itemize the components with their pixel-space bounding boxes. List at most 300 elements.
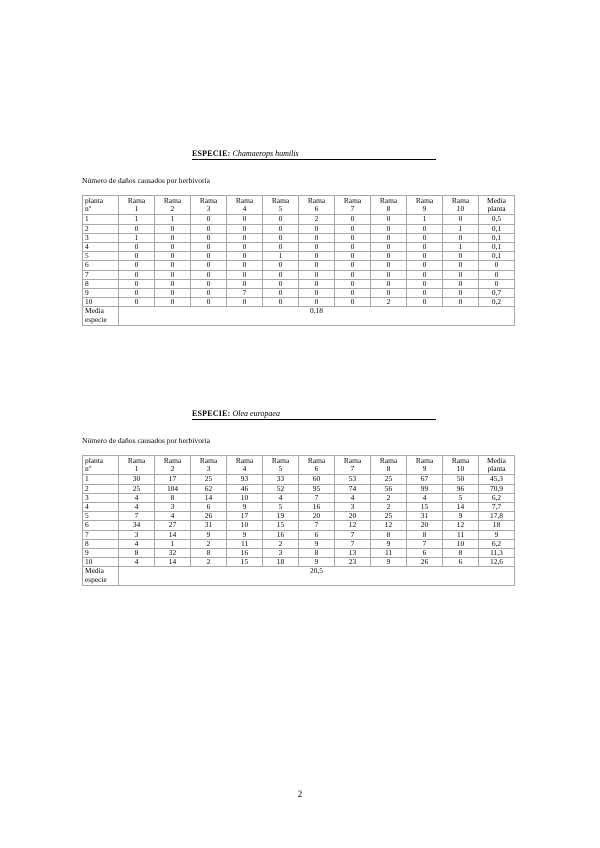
table-cell: 0: [119, 298, 155, 307]
table-cell: 2: [371, 298, 407, 307]
header-line: 9: [422, 204, 427, 214]
table-row: [83, 539, 515, 548]
table-row: [83, 243, 515, 252]
table-cell: 5: [443, 493, 479, 502]
table-cell: 6: [299, 530, 335, 539]
header-line: planta: [487, 204, 506, 214]
table-cell: 46: [227, 484, 263, 493]
table-cell: 0: [335, 289, 371, 298]
plant-number-cell: 6: [83, 261, 119, 270]
table-cell: 2: [299, 215, 335, 224]
plant-number-cell: 2: [83, 224, 119, 233]
table-cell: 0: [227, 261, 263, 270]
header-line: Rama: [163, 456, 182, 465]
table-cell: 0: [191, 261, 227, 270]
header-line: Rama: [235, 456, 254, 465]
table-cell: 50: [443, 475, 479, 484]
table-row: [83, 549, 515, 558]
table-cell: 0: [263, 215, 299, 224]
table-cell: 0: [443, 215, 479, 224]
table-cell: 60: [299, 475, 335, 484]
table-cell: 0: [227, 243, 263, 252]
table-cell: 2: [371, 503, 407, 512]
table-cell: 0: [155, 233, 191, 242]
header-line: 10: [456, 204, 465, 214]
table-cell: 7: [299, 521, 335, 530]
table-cell: 0: [371, 252, 407, 261]
table-cell: 74: [335, 484, 371, 493]
table-cell: 1: [443, 224, 479, 233]
plant-number-cell: 10: [83, 298, 119, 307]
table-cell: 16: [299, 503, 335, 512]
table-cell: 0: [263, 270, 299, 279]
header-line: nº: [85, 464, 91, 474]
header-line: 4: [242, 204, 247, 214]
table-cell: 17: [155, 475, 191, 484]
table-cell: 70,9: [479, 484, 515, 493]
table-cell: 12: [443, 521, 479, 530]
table-cell: 0: [227, 270, 263, 279]
table-cell: 0: [335, 215, 371, 224]
header-cell-rama: [119, 196, 155, 215]
table-cell: 25: [371, 512, 407, 521]
table-cell: 0: [335, 224, 371, 233]
table-cell: 0: [119, 261, 155, 270]
table-cell: 32: [155, 549, 191, 558]
header-line: Media: [487, 456, 506, 465]
plant-number-cell: 10: [83, 558, 119, 567]
header-cell-rama: [191, 196, 227, 215]
header-line: 2: [170, 204, 175, 214]
header-line: 7: [350, 464, 355, 474]
table-cell: 0: [263, 261, 299, 270]
table-cell: 16: [227, 549, 263, 558]
header-cell-media: [479, 196, 515, 215]
table-cell: 0: [263, 233, 299, 242]
table-cell: 0: [407, 261, 443, 270]
table-cell: 7,7: [479, 503, 515, 512]
plant-number-cell: 9: [83, 289, 119, 298]
table-cell: 0: [335, 233, 371, 242]
table-cell: 95: [299, 484, 335, 493]
table-cell: 4: [263, 493, 299, 502]
table-row: [83, 503, 515, 512]
table-cell: 0: [191, 252, 227, 261]
header-line: Rama: [379, 456, 398, 465]
table-cell: 0: [335, 261, 371, 270]
table-cell: 12,6: [479, 558, 515, 567]
header-row: [83, 196, 515, 215]
table-cell: 0: [191, 298, 227, 307]
table-row: [83, 484, 515, 493]
table-cell: 0: [119, 243, 155, 252]
species-title: [192, 149, 436, 160]
table-cell: 25: [191, 475, 227, 484]
table-cell: 0: [407, 252, 443, 261]
plant-number-cell: 6: [83, 521, 119, 530]
table-cell: 7: [335, 530, 371, 539]
table-cell: 0: [479, 261, 515, 270]
table-cell: 52: [263, 484, 299, 493]
table-cell: 5: [263, 503, 299, 512]
table-cell: 16: [263, 530, 299, 539]
header-cell-planta: [83, 196, 119, 215]
table-cell: 0: [191, 233, 227, 242]
table-cell: 0: [227, 279, 263, 288]
table-cell: 11: [371, 549, 407, 558]
table-cell: 10: [227, 521, 263, 530]
table-cell: 25: [119, 484, 155, 493]
table-cell: 0: [155, 279, 191, 288]
header-line: Rama: [451, 456, 470, 465]
table-cell: 0: [227, 224, 263, 233]
header-cell-rama: [407, 196, 443, 215]
table-cell: 0: [155, 224, 191, 233]
table-cell: 0: [155, 289, 191, 298]
plant-number-cell: 1: [83, 215, 119, 224]
table-cell: 11: [227, 539, 263, 548]
header-cell-media: [479, 456, 515, 475]
table-cell: 62: [191, 484, 227, 493]
table-row: [83, 475, 515, 484]
table-row: [83, 521, 515, 530]
table-cell: 31: [191, 521, 227, 530]
table-cell: 0: [119, 270, 155, 279]
table-cell: 3: [263, 549, 299, 558]
header-cell-rama: [299, 196, 335, 215]
header-line: 2: [170, 464, 175, 474]
table-cell: 3: [155, 503, 191, 512]
table-cell: 0: [407, 243, 443, 252]
table-cell: 4: [119, 503, 155, 512]
table-caption: Número de daños causados por herbivoría: [82, 176, 210, 185]
table-cell: 26: [191, 512, 227, 521]
table-cell: 18: [263, 558, 299, 567]
media-label-line: Media: [85, 566, 104, 576]
header-line: Rama: [379, 196, 398, 205]
header-line: 6: [314, 464, 319, 474]
table-cell: 4: [119, 539, 155, 548]
table-cell: 1: [407, 215, 443, 224]
species-name: Olea europaea: [232, 409, 280, 418]
header-line: 4: [242, 464, 247, 474]
header-cell-rama: [335, 196, 371, 215]
plant-number-cell: 1: [83, 475, 119, 484]
plant-number-cell: 5: [83, 512, 119, 521]
table-cell: 4: [407, 493, 443, 502]
table-cell: 18: [479, 521, 515, 530]
header-line: Rama: [199, 196, 218, 205]
header-line: 1: [134, 464, 139, 474]
header-line: Rama: [271, 456, 290, 465]
header-line: Rama: [127, 196, 146, 205]
table-cell: 0: [479, 270, 515, 279]
table-cell: 0: [299, 261, 335, 270]
table-cell: 12: [371, 521, 407, 530]
table-cell: 7: [335, 539, 371, 548]
table-cell: 0,1: [479, 243, 515, 252]
table-cell: 0: [191, 243, 227, 252]
table-cell: 9: [443, 512, 479, 521]
header-line: planta: [487, 464, 506, 474]
table-cell: 0: [155, 270, 191, 279]
header-line: Rama: [343, 196, 362, 205]
table-cell: 0: [227, 252, 263, 261]
table-cell: 9: [479, 530, 515, 539]
table-cell: 31: [407, 512, 443, 521]
table-cell: 9: [227, 503, 263, 512]
header-cell-rama: [263, 456, 299, 475]
table-cell: 9: [371, 539, 407, 548]
header-line: Media: [487, 196, 506, 205]
header-cell-rama: [371, 456, 407, 475]
table-cell: 0: [443, 279, 479, 288]
table-cell: 20: [335, 512, 371, 521]
header-line: 6: [314, 204, 319, 214]
table-cell: 23: [335, 558, 371, 567]
header-cell-rama: [227, 196, 263, 215]
header-line: Rama: [127, 456, 146, 465]
table-cell: 12: [335, 521, 371, 530]
table-cell: 2: [371, 493, 407, 502]
header-cell-rama: [335, 456, 371, 475]
table-cell: 2: [191, 558, 227, 567]
table-cell: 67: [407, 475, 443, 484]
media-row: [83, 307, 515, 325]
table-cell: 17,8: [479, 512, 515, 521]
table-cell: 0: [371, 289, 407, 298]
table-cell: 1: [119, 215, 155, 224]
table-cell: 3: [335, 503, 371, 512]
plant-number-cell: 5: [83, 252, 119, 261]
media-especie-value: 0,18: [119, 307, 515, 325]
header-cell-rama: [443, 196, 479, 215]
table-cell: 0: [299, 233, 335, 242]
table-cell: 26: [407, 558, 443, 567]
table-cell: 14: [155, 530, 191, 539]
table-cell: 7: [299, 493, 335, 502]
table-cell: 0: [299, 298, 335, 307]
table-cell: 0,1: [479, 233, 515, 242]
table-cell: 99: [407, 484, 443, 493]
table-cell: 0: [407, 298, 443, 307]
table-cell: 0,1: [479, 224, 515, 233]
table-cell: 0: [407, 279, 443, 288]
table-cell: 0: [299, 279, 335, 288]
media-label-line: Media: [85, 306, 104, 316]
table-caption: Número de daños causados por herbivoría: [82, 436, 210, 445]
header-cell-rama: [155, 456, 191, 475]
header-line: Rama: [163, 196, 182, 205]
table-cell: 4: [335, 493, 371, 502]
table-row: [83, 270, 515, 279]
table-cell: 10: [443, 539, 479, 548]
herbivory-table: [82, 195, 515, 326]
table-cell: 20: [407, 521, 443, 530]
header-line: 5: [278, 464, 283, 474]
table-cell: 0: [407, 224, 443, 233]
herbivory-table: [82, 455, 515, 586]
header-line: 3: [206, 204, 211, 214]
table-cell: 14: [155, 558, 191, 567]
table-cell: 17: [227, 512, 263, 521]
header-line: planta: [85, 196, 104, 205]
table-cell: 56: [371, 484, 407, 493]
table-cell: 15: [407, 503, 443, 512]
table-cell: 4: [155, 512, 191, 521]
table-cell: 4: [119, 493, 155, 502]
table-cell: 0: [479, 279, 515, 288]
table-cell: 1: [119, 233, 155, 242]
header-cell-rama: [227, 456, 263, 475]
header-line: 7: [350, 204, 355, 214]
header-cell-rama: [407, 456, 443, 475]
table-cell: 0: [443, 270, 479, 279]
table-cell: 0: [227, 298, 263, 307]
media-row: [83, 567, 515, 585]
table-cell: 0: [443, 298, 479, 307]
table-cell: 34: [119, 521, 155, 530]
header-line: Rama: [415, 456, 434, 465]
table-cell: 0: [191, 289, 227, 298]
plant-number-cell: 4: [83, 243, 119, 252]
table-cell: 0: [119, 224, 155, 233]
table-row: [83, 530, 515, 539]
header-line: Rama: [199, 456, 218, 465]
table-cell: 0: [263, 279, 299, 288]
table-cell: 104: [155, 484, 191, 493]
table-cell: 0: [443, 261, 479, 270]
header-cell-planta: [83, 456, 119, 475]
header-cell-rama: [155, 196, 191, 215]
table-row: [83, 279, 515, 288]
table-cell: 0: [191, 215, 227, 224]
table-cell: 0: [299, 289, 335, 298]
table-row: [83, 512, 515, 521]
table-cell: 1: [263, 252, 299, 261]
table-row: [83, 289, 515, 298]
table-cell: 11: [443, 530, 479, 539]
header-line: 10: [456, 464, 465, 474]
table-cell: 0: [227, 215, 263, 224]
table-cell: 4: [119, 558, 155, 567]
table-cell: 9: [191, 530, 227, 539]
table-cell: 0: [407, 270, 443, 279]
table-row: [83, 558, 515, 567]
table-row: [83, 298, 515, 307]
header-line: Rama: [451, 196, 470, 205]
header-line: 8: [386, 204, 391, 214]
table-cell: 6: [443, 558, 479, 567]
table-row: [83, 252, 515, 261]
page-number: 2: [297, 789, 303, 799]
header-line: 3: [206, 464, 211, 474]
header-line: planta: [85, 456, 104, 465]
table-cell: 0: [443, 252, 479, 261]
table-row: [83, 261, 515, 270]
table-cell: 8: [119, 549, 155, 558]
header-line: 9: [422, 464, 427, 474]
table-cell: 8: [155, 493, 191, 502]
table-cell: 9: [227, 530, 263, 539]
table-row: [83, 233, 515, 242]
species-label: ESPECIE:: [192, 409, 231, 418]
header-cell-rama: [263, 196, 299, 215]
table-cell: 20: [299, 512, 335, 521]
header-cell-rama: [299, 456, 335, 475]
table-cell: 0: [371, 215, 407, 224]
table-cell: 8: [299, 549, 335, 558]
plant-number-cell: 3: [83, 493, 119, 502]
table-cell: 15: [227, 558, 263, 567]
table-cell: 6,2: [479, 539, 515, 548]
header-line: Rama: [415, 196, 434, 205]
table-cell: 0: [371, 243, 407, 252]
table-cell: 0: [407, 289, 443, 298]
table-cell: 30: [119, 475, 155, 484]
table-cell: 9: [299, 558, 335, 567]
species-section-chamaerops: [82, 149, 514, 326]
table-cell: 7: [407, 539, 443, 548]
species-title: [192, 409, 436, 420]
header-cell-rama: [443, 456, 479, 475]
table-cell: 0: [191, 270, 227, 279]
table-cell: 0: [155, 261, 191, 270]
table-cell: 11,3: [479, 549, 515, 558]
table-cell: 7: [227, 289, 263, 298]
table-cell: 0: [371, 261, 407, 270]
table-cell: 10: [227, 493, 263, 502]
header-line: Rama: [343, 456, 362, 465]
table-cell: 1: [443, 243, 479, 252]
table-cell: 0: [299, 243, 335, 252]
table-cell: 0: [371, 270, 407, 279]
table-cell: 13: [335, 549, 371, 558]
header-line: Rama: [307, 196, 326, 205]
table-cell: 0: [335, 279, 371, 288]
table-cell: 0: [155, 252, 191, 261]
header-cell-rama: [119, 456, 155, 475]
table-cell: 6: [407, 549, 443, 558]
table-cell: 1: [155, 539, 191, 548]
species-label: ESPECIE:: [192, 149, 231, 158]
table-cell: 14: [443, 503, 479, 512]
table-cell: 8: [191, 549, 227, 558]
table-cell: 0: [443, 233, 479, 242]
table-cell: 0: [335, 298, 371, 307]
media-especie-value: 20,5: [119, 567, 515, 585]
table-cell: 6,2: [479, 493, 515, 502]
table-cell: 0: [371, 224, 407, 233]
table-cell: 9: [299, 539, 335, 548]
table-cell: 8: [371, 530, 407, 539]
table-row: [83, 224, 515, 233]
table-cell: 0: [263, 289, 299, 298]
table-cell: 2: [191, 539, 227, 548]
table-cell: 0,1: [479, 252, 515, 261]
table-cell: 0: [263, 243, 299, 252]
header-line: Rama: [307, 456, 326, 465]
table-cell: 0: [119, 252, 155, 261]
table-cell: 0: [119, 279, 155, 288]
table-row: [83, 215, 515, 224]
media-label-line: especie: [85, 314, 107, 324]
species-name: Chamaerops humilis: [232, 149, 299, 158]
table-cell: 93: [227, 475, 263, 484]
table-cell: 0: [299, 270, 335, 279]
media-label-cell: [83, 567, 119, 585]
table-cell: 0: [335, 243, 371, 252]
